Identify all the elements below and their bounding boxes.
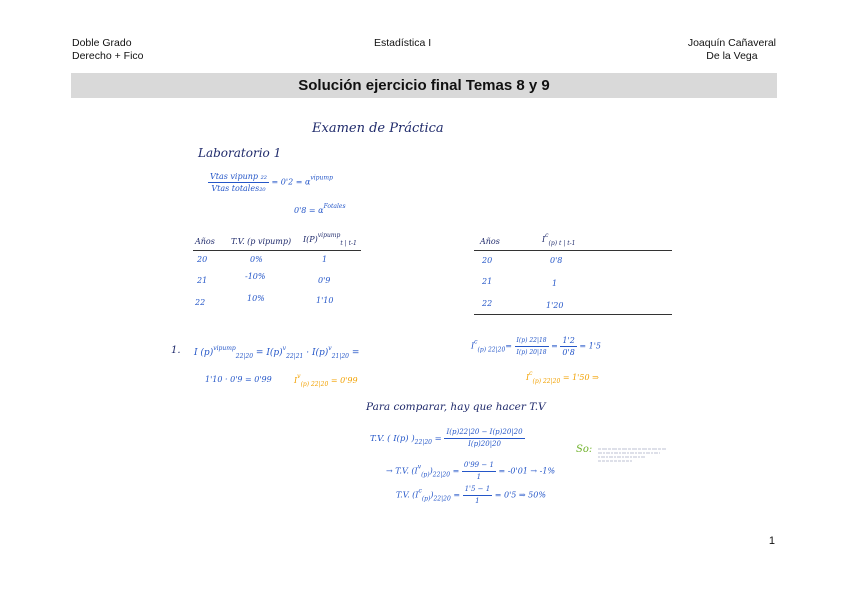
table1-header-years: Años [195,237,215,246]
page-title: Solución ejercicio final Temas 8 y 9 [71,73,777,98]
degree-line1: Doble Grado [72,37,132,49]
table1-header-index: $I(P)^{vipump}_{t | t-1}$ [303,232,357,247]
tiny-note-scribble [598,447,670,463]
equation-2: $I^c_{(p) 22|20}=$ $\frac{I(p) 22|18}{I(p) 20|18}$ = $\frac{1'2}{0'8}$ = 1'5 [471,336,601,357]
table2-rule-top [474,250,672,251]
table1-row3-year: 22 [195,298,206,307]
page-number: 1 [768,535,775,547]
table2-row2-index: 1 [552,279,558,288]
author-line2: De la Vega [706,50,758,62]
header-subject: Estadística I [374,37,432,49]
equation-1-highlight: $I^v_{(p) 22|20} = 0'99$ [294,373,358,388]
tiny-illegible-note [598,447,670,463]
table1-row1-tv: 0% [250,255,263,264]
ratio-fraction: $\frac{\text{Vtas vipunp ₂₂}}{\text{Vtas totales₂₀}}$ [210,172,267,193]
header-left [72,37,144,63]
equation-2-fraction: $\frac{I(p) 22|18}{I(p) 20|18}$ [516,337,547,356]
table2-row1-index: 0'8 [550,256,563,265]
tv-result-2-fraction: $\frac{1'5 - 1}{1}$ [464,485,491,505]
table1-row3-index: 1'10 [316,296,334,305]
ratio-expression-2: $0'8 = \alpha^{Fotales}$ [294,203,346,215]
table2-row3-index: 1'20 [546,301,564,310]
tv-formula: T.V. ( I(p) )$_{22|20}$ = $\frac{I(p)22|20 - I(p)20|20}{I(p)20|20}$ [370,428,523,448]
table2-row2-year: 21 [482,277,493,286]
table1-row1-year: 20 [197,255,208,264]
table1-row3-tv: 10% [247,294,265,303]
table1-row2-year: 21 [197,276,208,285]
tv-result-2: T.V. $(I^c_{(p)})_{22|20}$ = $\frac{1'5 - 1}{1}$ = 0'5 ⇒ 50% [396,485,546,505]
table2-rule-bottom [474,314,672,315]
author-line1: Joaquín Cañaveral [687,37,776,49]
equation-2-highlight: $I^c_{(p) 22|20} = 1'50$ ⇒ [526,370,599,385]
notes-subheading: Laboratorio 1 [198,146,282,160]
equation-1-result: 1'10 · 0'9 = 0'99 [205,375,272,384]
tv-result-1-fraction: $\frac{0'99 - 1}{1}$ [463,461,494,481]
degree-line2: Derecho + Fico [72,50,144,62]
tv-result-1: → T.V. $(I^v_{(p)})_{22|20}$ = $\frac{0'99 - 1}{1}$ = -0'01 → -1% [386,461,556,481]
item-number: 1. [171,345,181,356]
table1-rule [193,250,361,251]
table2-row3-year: 22 [482,299,493,308]
table1-row2-tv: -10% [245,272,266,281]
table2-header-years: Años [480,237,500,246]
table1-header-tv: T.V. (p vipump) [231,237,292,246]
table2-row1-year: 20 [482,256,493,265]
header-right [688,37,776,63]
equation-1: I $(p)^{vipump}_{22|20} = I(p)^v_{22|21} \cdot I(p)^v_{21|20}$ = [194,345,360,360]
table1-row1-index: 1 [322,255,328,264]
table2-header-index: $I^c_{(p) t | t-1}$ [542,232,576,247]
green-label: So: [576,444,593,455]
table1-row2-index: 0'9 [318,276,331,285]
ratio-expression: $\frac{\text{Vtas vipunp ₂₂}}{\text{Vtas totales₂₀}}$ = $0'2 = \alpha^{vipump}$ [210,172,333,193]
tv-formula-fraction: $\frac{I(p)22|20 - I(p)20|20}{I(p)20|20}$ [446,428,523,448]
compare-heading: Para comparar, hay que hacer T.V [366,401,546,413]
notes-heading: Examen de Práctica [312,121,444,136]
equation-2-fraction-values: $\frac{1'2}{0'8}$ [562,336,575,357]
